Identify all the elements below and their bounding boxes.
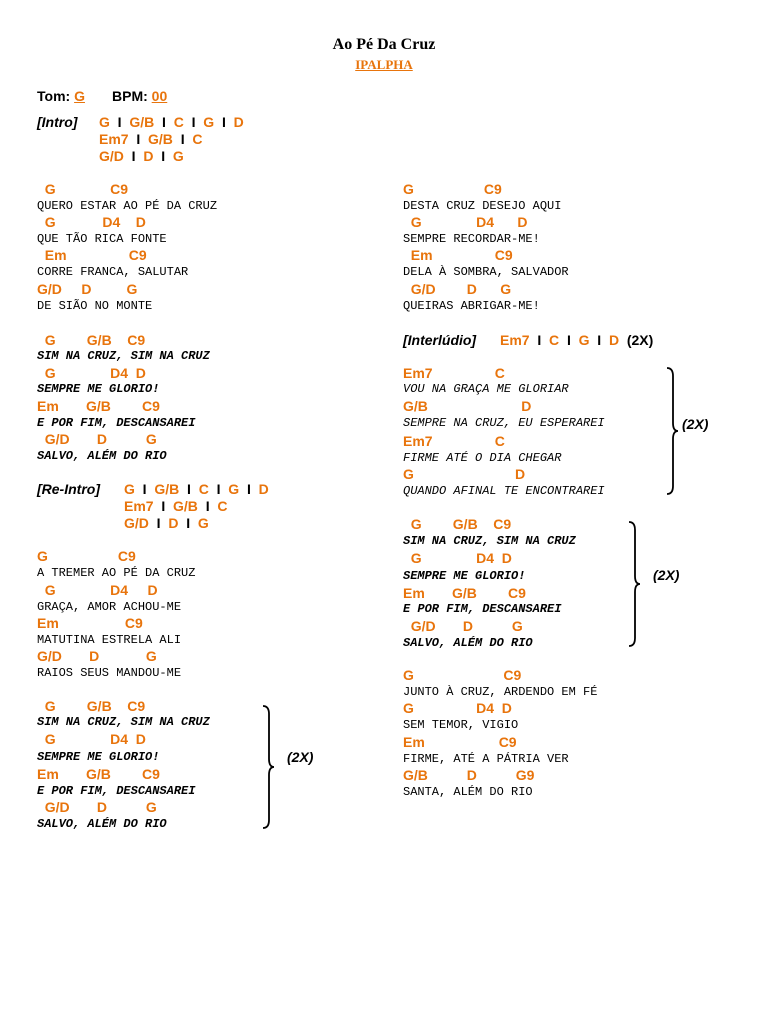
chorus1-lyric-1: SIM NA CRUZ, SIM NA CRUZ xyxy=(37,349,210,363)
intro-row-1: G I G/B I C I G I D xyxy=(99,114,244,130)
verse1-chords-1: G C9 xyxy=(37,181,129,197)
chorus3-lyric-1: SIM NA CRUZ, SIM NA CRUZ xyxy=(403,534,576,548)
tom-value[interactable]: G xyxy=(74,88,85,104)
reintro-row-1: G I G/B I C I G I D xyxy=(124,481,269,497)
verse4-lyric-1: JUNTO À CRUZ, ARDENDO EM FÉ xyxy=(403,685,598,699)
verse4-lyric-3: FIRME, ATÉ A PÁTRIA VER xyxy=(403,752,569,766)
bridge-lyric-3: FIRME ATÉ O DIA CHEGAR xyxy=(403,451,562,465)
intro-row-3: G/D I D I G xyxy=(99,148,184,164)
chorus2-chords-1: G G/B C9 xyxy=(37,698,146,714)
verse1-lyric-3: CORRE FRANCA, SALUTAR xyxy=(37,265,189,279)
chorus2-chords-2: G D4 D xyxy=(37,731,146,747)
chorus3-chords-1: G G/B C9 xyxy=(403,516,512,532)
verse4-lyric-2: SEM TEMOR, VIGIO xyxy=(403,718,519,732)
verse2-chords-1: G C9 xyxy=(37,548,136,564)
bridge-chords-2: G/B D xyxy=(403,398,532,414)
bpm-label: BPM: 00 xyxy=(112,88,168,104)
verse2-chords-2: G D4 D xyxy=(37,582,158,598)
chorus1-chords-3: Em G/B C9 xyxy=(37,398,160,414)
chorus1-chords-1: G G/B C9 xyxy=(37,332,146,348)
bridge-chords-3: Em7 C xyxy=(403,433,505,449)
song-title: Ao Pé Da Cruz xyxy=(332,36,436,53)
verse2-lyric-3: MATUTINA ESTRELA ALI xyxy=(37,633,182,647)
verse3-chords-1: G C9 xyxy=(403,181,502,197)
chorus3-chords-3: Em G/B C9 xyxy=(403,585,526,601)
chorus2-lyric-4: SALVO, ALÉM DO RIO xyxy=(37,817,167,831)
chorus2-lyric-1: SIM NA CRUZ, SIM NA CRUZ xyxy=(37,715,210,729)
tom-label: Tom: G xyxy=(37,88,85,104)
chorus1-lyric-4: SALVO, ALÉM DO RIO xyxy=(37,449,167,463)
verse3-lyric-1: DESTA CRUZ DESEJO AQUI xyxy=(403,199,562,213)
repeat-brace xyxy=(664,366,680,496)
interludio-chords: Em7 I C I G I D (2X) xyxy=(500,332,654,348)
reintro-row-2: Em7 I G/B I C xyxy=(124,498,228,514)
verse3-chords-3: Em C9 xyxy=(403,247,513,263)
verse1-lyric-4: DE SIÃO NO MONTE xyxy=(37,299,153,313)
verse4-lyric-4: SANTA, ALÉM DO RIO xyxy=(403,785,533,799)
repeat-brace xyxy=(260,704,276,830)
verse4-chords-2: G D4 D xyxy=(403,700,512,716)
intro-row-2: Em7 I G/B I C xyxy=(99,131,203,147)
verse2-chords-3: Em C9 xyxy=(37,615,143,631)
verse3-chords-2: G D4 D xyxy=(403,214,528,230)
chorus3-lyric-2: SEMPRE ME GLORIO! xyxy=(403,569,526,583)
reintro-label: [Re-Intro] xyxy=(37,481,100,497)
verse3-chords-4: G/D D G xyxy=(403,281,512,297)
verse3-lyric-3: DELA À SOMBRA, SALVADOR xyxy=(403,265,569,279)
chorus2-chords-4: G/D D G xyxy=(37,799,157,815)
bridge-lyric-2: SEMPRE NA CRUZ, EU ESPERAREI xyxy=(403,416,605,430)
chorus3-lyric-4: SALVO, ALÉM DO RIO xyxy=(403,636,533,650)
chorus2-lyric-3: E POR FIM, DESCANSAREI xyxy=(37,784,196,798)
verse2-chords-4: G/D D G xyxy=(37,648,157,664)
reintro-row-3: G/D I D I G xyxy=(124,515,209,531)
verse1-chords-4: G/D D G xyxy=(37,281,138,297)
verse1-lyric-2: QUE TÃO RICA FONTE xyxy=(37,232,167,246)
intro-label: [Intro] xyxy=(37,114,78,130)
bridge-chords-4: G D xyxy=(403,466,526,482)
interludio-label: [Interlúdio] xyxy=(403,332,477,348)
verse2-lyric-2: GRAÇA, AMOR ACHOU-ME xyxy=(37,600,182,614)
chorus3-chords-4: G/D D G xyxy=(403,618,523,634)
verse4-chords-3: Em C9 xyxy=(403,734,517,750)
verse4-chords-4: G/B D G9 xyxy=(403,767,535,783)
verse2-lyric-1: A TREMER AO PÉ DA CRUZ xyxy=(37,566,196,580)
chorus2-lyric-2: SEMPRE ME GLORIO! xyxy=(37,750,160,764)
chorus1-lyric-3: E POR FIM, DESCANSAREI xyxy=(37,416,196,430)
bridge-repeat: (2X) xyxy=(682,416,709,432)
bridge-lyric-1: VOU NA GRAÇA ME GLORIAR xyxy=(403,382,569,396)
verse3-lyric-4: QUEIRAS ABRIGAR-ME! xyxy=(403,299,540,313)
artist-link[interactable]: IPALPHA xyxy=(355,57,413,72)
chorus3-chords-2: G D4 D xyxy=(403,550,512,566)
chorus3-lyric-3: E POR FIM, DESCANSAREI xyxy=(403,602,562,616)
chorus2-repeat: (2X) xyxy=(287,749,314,765)
chorus1-chords-2: G D4 D xyxy=(37,365,146,381)
bridge-chords-1: Em7 C xyxy=(403,365,505,381)
verse1-chords-3: Em C9 xyxy=(37,247,147,263)
verse3-lyric-2: SEMPRE RECORDAR-ME! xyxy=(403,232,540,246)
chorus1-lyric-2: SEMPRE ME GLORIO! xyxy=(37,382,160,396)
verse4-chords-1: G C9 xyxy=(403,667,522,683)
repeat-brace xyxy=(626,520,642,648)
verse1-lyric-1: QUERO ESTAR AO PÉ DA CRUZ xyxy=(37,199,218,213)
chorus2-chords-3: Em G/B C9 xyxy=(37,766,160,782)
chorus1-chords-4: G/D D G xyxy=(37,431,157,447)
bpm-value[interactable]: 00 xyxy=(151,88,168,104)
interludio-repeat: (2X) xyxy=(626,332,654,348)
verse1-chords-2: G D4 D xyxy=(37,214,146,230)
chorus3-repeat: (2X) xyxy=(653,567,680,583)
bridge-lyric-4: QUANDO AFINAL TE ENCONTRAREI xyxy=(403,484,605,498)
verse2-lyric-4: RAIOS SEUS MANDOU-ME xyxy=(37,666,182,680)
